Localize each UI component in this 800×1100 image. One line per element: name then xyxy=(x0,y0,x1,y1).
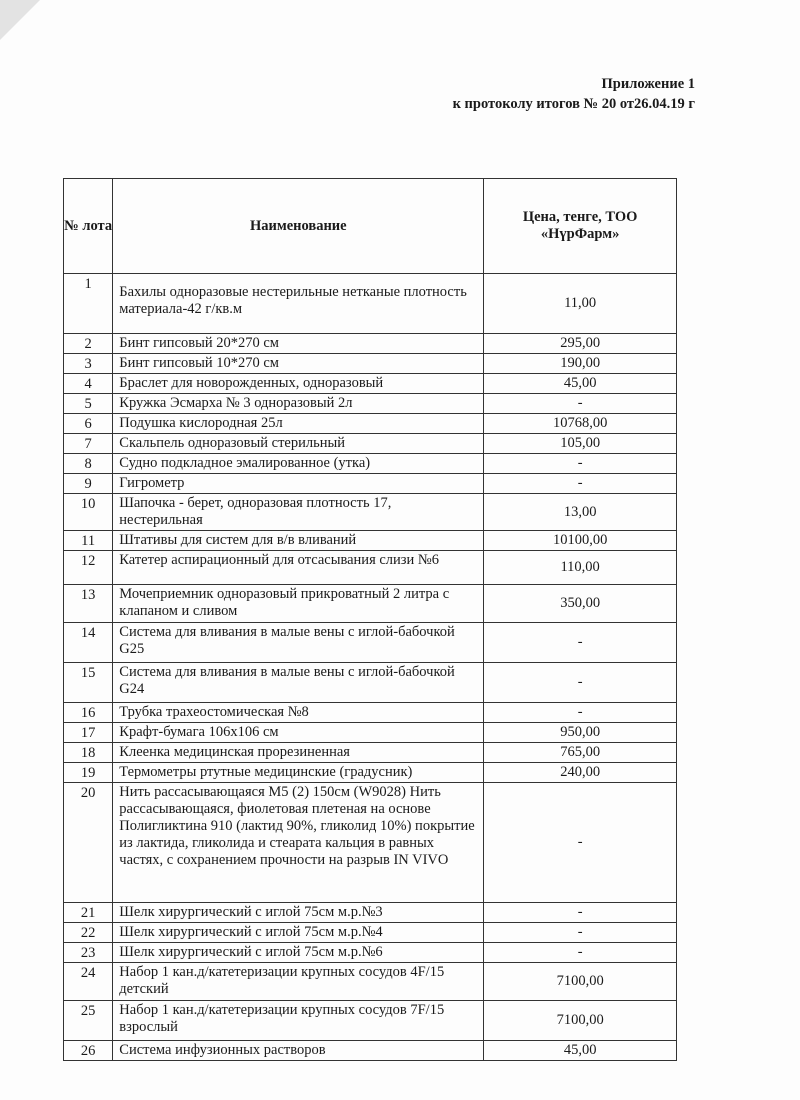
lot-number: 17 xyxy=(64,723,113,743)
price-table xyxy=(63,178,677,1061)
lot-number: 12 xyxy=(64,551,113,585)
item-price: 13,00 xyxy=(484,494,677,531)
item-name: Бинт гипсовый 20*270 см xyxy=(113,334,484,354)
lot-number: 18 xyxy=(64,743,113,763)
table-row xyxy=(64,585,677,623)
item-name: Шелк хирургический с иглой 75см м.р.№3 xyxy=(113,903,484,923)
item-name: Клеенка медицинская прорезиненная xyxy=(113,743,484,763)
item-price: 240,00 xyxy=(484,763,677,783)
table-row xyxy=(64,394,677,414)
table-row xyxy=(64,623,677,663)
lot-number: 2 xyxy=(64,334,113,354)
item-name: Крафт-бумага 106х106 см xyxy=(113,723,484,743)
item-price: - xyxy=(484,923,677,943)
table-row xyxy=(64,763,677,783)
item-price: - xyxy=(484,903,677,923)
item-name: Термометры ртутные медицинские (градусник) xyxy=(113,763,484,783)
item-name: Браслет для новорожденных, одноразовый xyxy=(113,374,484,394)
table-row xyxy=(64,663,677,703)
item-name: Кружка Эсмарха № 3 одноразовый 2л xyxy=(113,394,484,414)
scan-corner-shadow xyxy=(0,0,40,40)
item-name: Система для вливания в малые вены с иглой-бабочкой G24 xyxy=(113,663,484,703)
item-name: Мочеприемник одноразовый прикроватный 2 литра с клапаном и сливом xyxy=(113,585,484,623)
table-body xyxy=(64,274,677,1061)
table-header-row xyxy=(64,179,677,274)
lot-number: 13 xyxy=(64,585,113,623)
item-name: Бахилы одноразовые нестерильные нетканые плотность материала-42 г/кв.м xyxy=(113,274,484,334)
item-name: Штативы для систем для в/в вливаний xyxy=(113,531,484,551)
item-price: - xyxy=(484,943,677,963)
lot-number: 6 xyxy=(64,414,113,434)
lot-number: 25 xyxy=(64,1001,113,1041)
column-header-name: Наименование xyxy=(113,179,484,274)
item-price: 45,00 xyxy=(484,1041,677,1061)
item-name: Судно подкладное эмалированное (утка) xyxy=(113,454,484,474)
item-price: 105,00 xyxy=(484,434,677,454)
item-price: 45,00 xyxy=(484,374,677,394)
lot-number: 21 xyxy=(64,903,113,923)
lot-number: 26 xyxy=(64,1041,113,1061)
item-price: - xyxy=(484,394,677,414)
item-price: - xyxy=(484,474,677,494)
item-name: Шапочка - берет, одноразовая плотность 17, нестерильная xyxy=(113,494,484,531)
table-row xyxy=(64,1041,677,1061)
lot-number: 5 xyxy=(64,394,113,414)
table-row xyxy=(64,434,677,454)
item-price: 950,00 xyxy=(484,723,677,743)
item-price: - xyxy=(484,623,677,663)
item-price: 765,00 xyxy=(484,743,677,763)
table-row xyxy=(64,354,677,374)
item-price: - xyxy=(484,454,677,474)
lot-number: 20 xyxy=(64,783,113,903)
item-price: 10100,00 xyxy=(484,531,677,551)
item-price: 7100,00 xyxy=(484,963,677,1001)
item-name: Система инфузионных растворов xyxy=(113,1041,484,1061)
item-price: 350,00 xyxy=(484,585,677,623)
lot-number: 9 xyxy=(64,474,113,494)
item-name: Набор 1 кан.д/катетеризации крупных сосудов 7F/15 взрослый xyxy=(113,1001,484,1041)
item-name: Подушка кислородная 25л xyxy=(113,414,484,434)
item-price: 11,00 xyxy=(484,274,677,334)
table-row xyxy=(64,374,677,394)
table-row xyxy=(64,551,677,585)
column-header-lot-number: № лота xyxy=(64,179,113,274)
lot-number: 7 xyxy=(64,434,113,454)
table-row xyxy=(64,454,677,474)
table-row xyxy=(64,531,677,551)
item-name: Набор 1 кан.д/катетеризации крупных сосудов 4F/15 детский xyxy=(113,963,484,1001)
lot-number: 23 xyxy=(64,943,113,963)
lot-number: 1 xyxy=(64,274,113,334)
item-name: Скальпель одноразовый стерильный xyxy=(113,434,484,454)
item-price: - xyxy=(484,663,677,703)
lot-number: 14 xyxy=(64,623,113,663)
table-row xyxy=(64,494,677,531)
item-price: 7100,00 xyxy=(484,1001,677,1041)
item-price: - xyxy=(484,783,677,903)
appendix-title: Приложение 1 xyxy=(601,76,695,92)
item-name: Бинт гипсовый 10*270 см xyxy=(113,354,484,374)
item-price: 10768,00 xyxy=(484,414,677,434)
item-name: Система для вливания в малые вены с иглой-бабочкой G25 xyxy=(113,623,484,663)
item-price: 190,00 xyxy=(484,354,677,374)
table-row xyxy=(64,414,677,434)
item-price: - xyxy=(484,703,677,723)
protocol-reference: к протоколу итогов № 20 от26.04.19 г xyxy=(452,96,695,112)
table-row xyxy=(64,923,677,943)
item-name: Трубка трахеостомическая №8 xyxy=(113,703,484,723)
table-row xyxy=(64,703,677,723)
lot-number: 22 xyxy=(64,923,113,943)
table-row xyxy=(64,723,677,743)
lot-number: 24 xyxy=(64,963,113,1001)
item-name: Шелк хирургический с иглой 75см м.р.№6 xyxy=(113,943,484,963)
table-row xyxy=(64,783,677,903)
table-row xyxy=(64,274,677,334)
column-header-price: Цена, тенге, ТОО «НүрФарм» xyxy=(484,179,677,274)
item-name: Шелк хирургический с иглой 75см м.р.№4 xyxy=(113,923,484,943)
lot-number: 19 xyxy=(64,763,113,783)
item-name: Нить рассасывающаяся М5 (2) 150см (W9028) Нить рассасывающаяся, фиолетовая плетеная на основе Полигликтина 910 (лактид 90%, гликолид 10%) покрытие из лактида, гликолида и стеарата кальция в равных частях, с сохранением прочности на разрыв IN VIVO xyxy=(113,783,484,903)
table-row xyxy=(64,943,677,963)
lot-number: 8 xyxy=(64,454,113,474)
table-row xyxy=(64,334,677,354)
lot-number: 11 xyxy=(64,531,113,551)
document-header xyxy=(453,74,695,114)
table-row xyxy=(64,1001,677,1041)
lot-number: 10 xyxy=(64,494,113,531)
table-row xyxy=(64,743,677,763)
lot-number: 15 xyxy=(64,663,113,703)
table-row xyxy=(64,903,677,923)
item-name: Гигрометр xyxy=(113,474,484,494)
lot-number: 3 xyxy=(64,354,113,374)
item-name: Катетер аспирационный для отсасывания слизи №6 xyxy=(113,551,484,585)
item-price: 295,00 xyxy=(484,334,677,354)
table-row xyxy=(64,474,677,494)
lot-number: 16 xyxy=(64,703,113,723)
table-row xyxy=(64,963,677,1001)
item-price: 110,00 xyxy=(484,551,677,585)
lot-number: 4 xyxy=(64,374,113,394)
